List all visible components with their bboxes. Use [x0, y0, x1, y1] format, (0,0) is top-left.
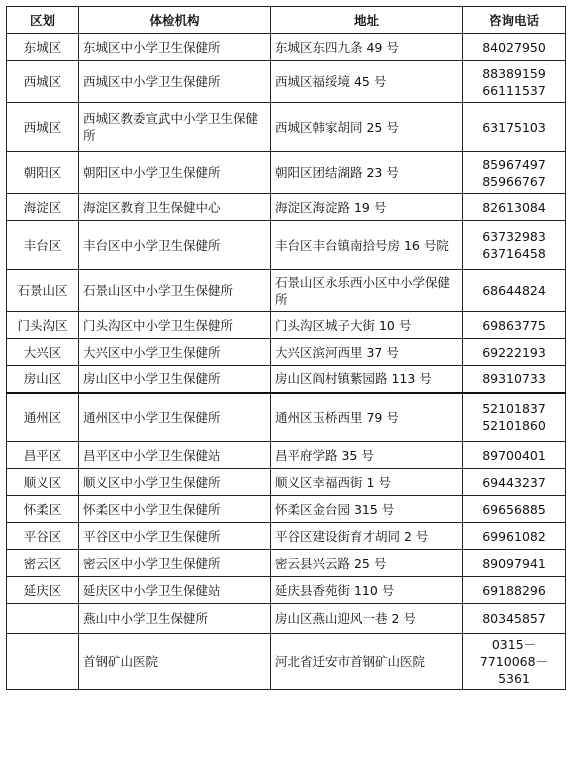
table-row: [7, 469, 566, 496]
address-cell: 房山区燕山迎风一巷 2 号: [271, 604, 463, 634]
phone-number: 69222193: [482, 344, 546, 360]
district-cell: 怀柔区: [7, 496, 79, 523]
district-cell: 平谷区: [7, 523, 79, 550]
phone-cell: [463, 442, 566, 469]
institution-cell: 昌平区中小学卫生保健站: [79, 442, 271, 469]
institution-cell: 石景山区中小学卫生保健所: [79, 270, 271, 312]
institution-cell: 平谷区中小学卫生保健所: [79, 523, 271, 550]
address-cell: 朝阳区团结湖路 23 号: [271, 152, 463, 194]
phone-cell: [463, 103, 566, 152]
table-row: [7, 34, 566, 61]
institution-cell: 东城区中小学卫生保健所: [79, 34, 271, 61]
header-address: 地址: [271, 7, 463, 34]
phone-number: 7710068－5361: [479, 654, 549, 686]
phone-cell: [463, 221, 566, 270]
address-cell: 昌平府学路 35 号: [271, 442, 463, 469]
address-cell: 东城区东四九条 49 号: [271, 34, 463, 61]
table-row: [7, 366, 566, 393]
district-cell: [7, 604, 79, 634]
phone-cell: [463, 577, 566, 604]
table-row: [7, 339, 566, 366]
address-cell: 平谷区建设街育才胡同 2 号: [271, 523, 463, 550]
table-row: [7, 393, 566, 442]
address-cell: 延庆县香苑街 110 号: [271, 577, 463, 604]
institution-cell: 房山区中小学卫生保健所: [79, 366, 271, 393]
district-cell: 密云区: [7, 550, 79, 577]
address-cell: 西城区韩家胡同 25 号: [271, 103, 463, 152]
phone-number: 68644824: [482, 283, 546, 298]
district-cell: 大兴区: [7, 339, 79, 366]
table-row: [7, 61, 566, 103]
phone-number: 88389159: [482, 65, 546, 81]
phone-number: 69443237: [482, 474, 546, 490]
district-cell: 通州区: [7, 393, 79, 442]
institution-cell: 密云区中小学卫生保健所: [79, 550, 271, 577]
institution-cell: 延庆区中小学卫生保健站: [79, 577, 271, 604]
phone-number: 0315－: [491, 637, 537, 652]
table-row: [7, 604, 566, 634]
address-cell: 大兴区滨河西里 37 号: [271, 339, 463, 366]
address-cell: 西城区福绥境 45 号: [271, 61, 463, 103]
phone-number: 52101860: [482, 418, 546, 434]
phone-cell: [463, 604, 566, 634]
phone-cell: [463, 270, 566, 312]
district-cell: 石景山区: [7, 270, 79, 312]
phone-cell: [463, 393, 566, 442]
institution-cell: 西城区中小学卫生保健所: [79, 61, 271, 103]
address-cell: 顺义区幸福西街 1 号: [271, 469, 463, 496]
table-row: [7, 194, 566, 221]
phone-cell: [463, 61, 566, 103]
phone-number: 80345857: [482, 611, 546, 626]
phone-number: 52101837: [482, 401, 546, 417]
phone-number: 66111537: [482, 82, 546, 98]
district-cell: 西城区: [7, 103, 79, 152]
address-cell: 丰台区丰台镇南拾号房 16 号院: [271, 221, 463, 270]
address-cell: 石景山区永乐西小区中小学保健所: [271, 270, 463, 312]
table-row: [7, 634, 566, 690]
phone-cell: [463, 550, 566, 577]
address-cell: 门头沟区城子大街 10 号: [271, 312, 463, 339]
phone-number: 69863775: [482, 317, 546, 333]
institution-cell: 海淀区教育卫生保健中心: [79, 194, 271, 221]
phone-number: 89310733: [482, 371, 546, 387]
institution-cell: 燕山中小学卫生保健所: [79, 604, 271, 634]
phone-number: 69188296: [482, 582, 546, 598]
institution-cell: 大兴区中小学卫生保健所: [79, 339, 271, 366]
phone-cell: [463, 312, 566, 339]
phone-cell: [463, 339, 566, 366]
address-cell: 怀柔区金台园 315 号: [271, 496, 463, 523]
table-row: [7, 550, 566, 577]
phone-cell: [463, 366, 566, 393]
address-cell: 海淀区海淀路 19 号: [271, 194, 463, 221]
table-body: [7, 34, 566, 690]
district-cell: [7, 634, 79, 690]
district-cell: 朝阳区: [7, 152, 79, 194]
header-institution: 体检机构: [79, 7, 271, 34]
phone-cell: [463, 634, 566, 690]
table-row: [7, 577, 566, 604]
institution-cell: 朝阳区中小学卫生保健所: [79, 152, 271, 194]
district-cell: 东城区: [7, 34, 79, 61]
district-cell: 顺义区: [7, 469, 79, 496]
address-cell: 密云县兴云路 25 号: [271, 550, 463, 577]
table-row: [7, 103, 566, 152]
phone-cell: [463, 469, 566, 496]
phone-number: 89700401: [482, 447, 546, 463]
phone-number: 63175103: [482, 119, 546, 135]
address-cell: 房山区阎村镇紫园路 113 号: [271, 366, 463, 393]
phone-number: 69656885: [482, 501, 546, 517]
institution-cell: 门头沟区中小学卫生保健所: [79, 312, 271, 339]
institution-cell: 通州区中小学卫生保健所: [79, 393, 271, 442]
institution-cell: 首钢矿山医院: [79, 634, 271, 690]
table-row: [7, 442, 566, 469]
table-row: [7, 270, 566, 312]
address-cell: 河北省迁安市首钢矿山医院: [271, 634, 463, 690]
phone-cell: [463, 194, 566, 221]
header-phone: 咨询电话: [463, 7, 566, 34]
phone-number: 85966767: [482, 173, 546, 189]
phone-number: 84027950: [482, 39, 546, 55]
district-cell: 丰台区: [7, 221, 79, 270]
district-cell: 西城区: [7, 61, 79, 103]
table-row: [7, 312, 566, 339]
phone-cell: [463, 152, 566, 194]
phone-number: 69961082: [482, 528, 546, 544]
table-row: [7, 152, 566, 194]
phone-number: 82613084: [482, 199, 546, 215]
phone-cell: [463, 523, 566, 550]
phone-number: 63716458: [482, 246, 546, 261]
district-cell: 房山区: [7, 366, 79, 393]
district-cell: 门头沟区: [7, 312, 79, 339]
exam-institutions-table: [6, 6, 566, 690]
phone-cell: [463, 34, 566, 61]
institution-cell: 怀柔区中小学卫生保健所: [79, 496, 271, 523]
phone-number: 85967497: [482, 156, 546, 172]
phone-number: 89097941: [482, 555, 546, 571]
header-district: 区划: [7, 7, 79, 34]
table-row: [7, 523, 566, 550]
institution-cell: 西城区教委宣武中小学卫生保健所: [79, 103, 271, 152]
district-cell: 延庆区: [7, 577, 79, 604]
table-header-row: [7, 7, 566, 34]
phone-number: 63732983: [482, 229, 546, 244]
institution-cell: 丰台区中小学卫生保健所: [79, 221, 271, 270]
institution-cell: 顺义区中小学卫生保健所: [79, 469, 271, 496]
phone-cell: [463, 496, 566, 523]
district-cell: 昌平区: [7, 442, 79, 469]
table-row: [7, 221, 566, 270]
district-cell: 海淀区: [7, 194, 79, 221]
address-cell: 通州区玉桥西里 79 号: [271, 393, 463, 442]
table-row: [7, 496, 566, 523]
